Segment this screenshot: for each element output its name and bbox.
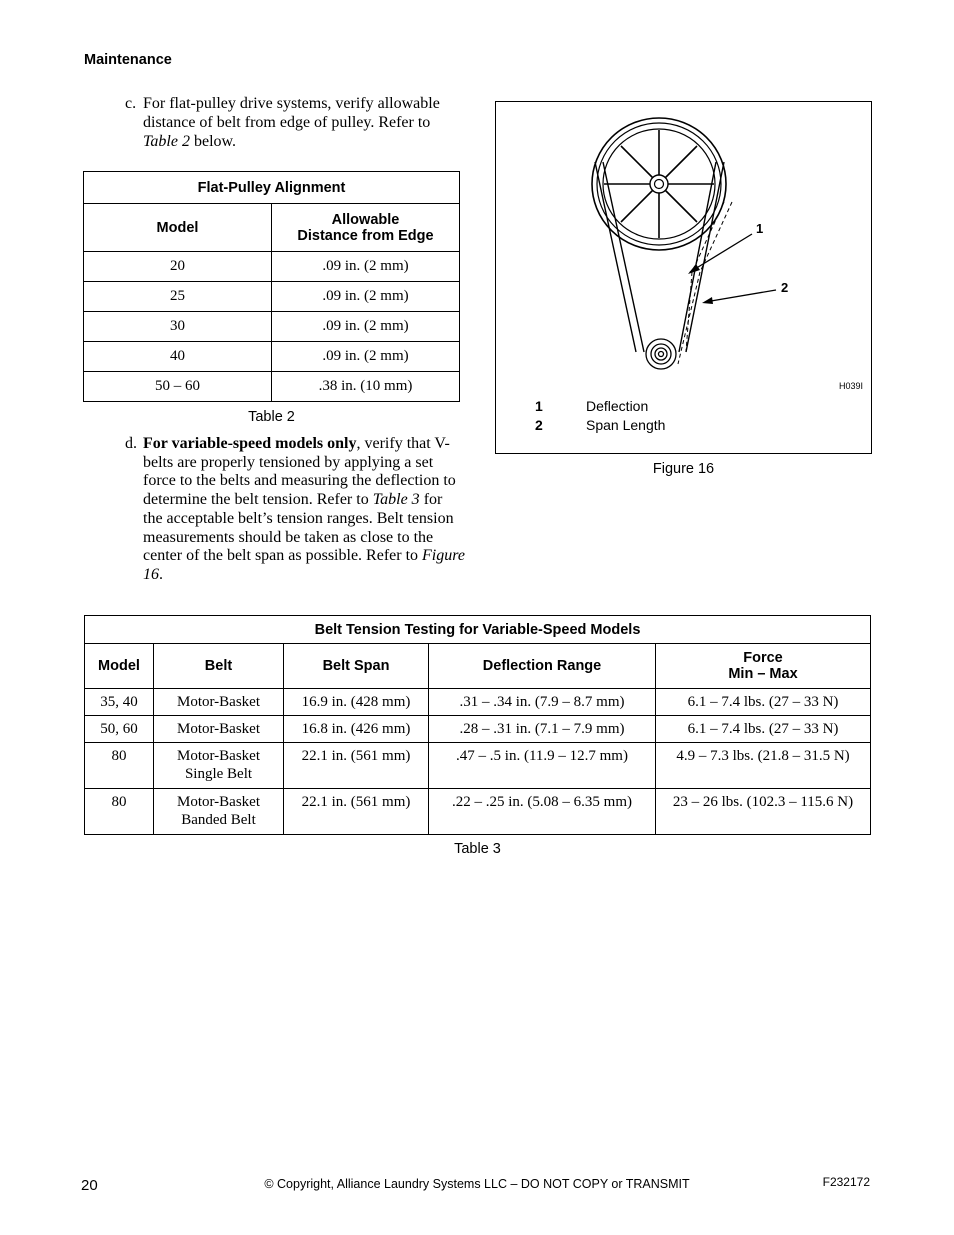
- table3-cell-deflection: .28 – .31 in. (7.1 – 7.9 mm): [429, 716, 656, 743]
- step-d-paragraph: [125, 435, 465, 585]
- deflection-indicator: [678, 202, 732, 364]
- belt-outline: [595, 162, 724, 352]
- table3-cell-model: 50, 60: [85, 716, 154, 743]
- table3-cell-deflection: .22 – .25 in. (5.08 – 6.35 mm): [429, 789, 656, 835]
- step-d-figure-ref: Figure 16: [143, 547, 465, 583]
- table3-header-force-line2: Min – Max: [728, 666, 798, 682]
- legend-label: Deflection: [586, 398, 649, 414]
- legend-number: 1: [535, 398, 543, 414]
- legend-item: [535, 417, 665, 433]
- table-row: [85, 716, 871, 743]
- table3-title: Belt Tension Testing for Variable-Speed Models: [85, 616, 871, 644]
- table3-cell-force: 6.1 – 7.4 lbs. (27 – 33 N): [656, 716, 871, 743]
- figure-16-caption: Figure 16: [652, 461, 715, 477]
- step-c-paragraph: [125, 94, 465, 151]
- table3-header-force-line1: Force: [743, 650, 783, 666]
- page-number: 20: [81, 1177, 98, 1194]
- table3-header-belt: Belt: [154, 644, 284, 689]
- step-d-letter: d.: [125, 435, 137, 452]
- table3-cell-model: 35, 40: [85, 689, 154, 716]
- table-row: [84, 252, 460, 282]
- copyright-notice: © Copyright, Alliance Laundry Systems LLC – DO NOT COPY or TRANSMIT: [264, 1177, 690, 1191]
- callout-1: 1: [756, 221, 764, 236]
- table3-caption: Table 3: [454, 841, 501, 857]
- small-pulley: [646, 339, 676, 369]
- table-row: [85, 743, 871, 789]
- legend-item: [535, 398, 648, 414]
- table2-header-model: Model: [84, 204, 272, 252]
- table3-cell-deflection: .47 – .5 in. (11.9 – 12.7 mm): [429, 743, 656, 789]
- table3-header-model: Model: [85, 644, 154, 689]
- step-d-text-3: .: [159, 565, 163, 583]
- table2-cell-model: 40: [84, 342, 272, 372]
- table3-cell-span: 22.1 in. (561 mm): [284, 743, 429, 789]
- table2-cell-distance: .38 in. (10 mm): [272, 372, 460, 402]
- table-row: [84, 342, 460, 372]
- step-c-text-1: For flat-pulley drive systems, verify allowable distance of belt from edge of pulley. Refer to: [143, 95, 440, 131]
- figure-code: H039I: [838, 381, 863, 391]
- callout-2: 2: [781, 280, 789, 295]
- legend-label: Span Length: [586, 417, 666, 433]
- table2-header-distance: [272, 204, 460, 252]
- table-row: [85, 789, 871, 835]
- table3-cell-model: 80: [85, 789, 154, 835]
- step-d-table-ref: Table 3: [372, 491, 420, 509]
- section-title: Maintenance: [84, 52, 172, 68]
- table3-cell-force: 4.9 – 7.3 lbs. (21.8 – 31.5 N): [656, 743, 871, 789]
- table3-cell-force: 23 – 26 lbs. (102.3 – 115.6 N): [656, 789, 871, 835]
- table2-cell-model: 30: [84, 312, 272, 342]
- belt-tension-table: [84, 615, 871, 835]
- table3-cell-belt: Motor-Basket: [154, 689, 284, 716]
- table3-cell-span: 22.1 in. (561 mm): [284, 789, 429, 835]
- step-c-text-2: below.: [189, 133, 237, 150]
- step-c-table-ref: Table 2: [143, 133, 190, 150]
- flat-pulley-alignment-table: [83, 171, 460, 402]
- table2-title: Flat-Pulley Alignment: [84, 172, 460, 204]
- table2-caption: Table 2: [248, 409, 295, 425]
- table2-cell-distance: .09 in. (2 mm): [272, 342, 460, 372]
- table3-cell-belt: Motor-Basket Banded Belt: [154, 789, 284, 835]
- table3-cell-belt: Motor-Basket Single Belt: [154, 743, 284, 789]
- table2-cell-model: 50 – 60: [84, 372, 272, 402]
- table3-cell-span: 16.8 in. (426 mm): [284, 716, 429, 743]
- step-d-text-2: for the acceptable belt’s tension ranges. Belt tension measurements should be taken as close to the center of the belt span as possible. Refer to: [143, 491, 454, 565]
- step-c-letter: c.: [125, 95, 137, 112]
- belt-pulley-diagram: [496, 102, 871, 402]
- table2-cell-distance: .09 in. (2 mm): [272, 252, 460, 282]
- figure-16-box: [495, 101, 872, 454]
- table2-header-distance-line1: Allowable: [331, 211, 400, 228]
- table3-header-deflection: Deflection Range: [429, 644, 656, 689]
- table3-cell-belt: Motor-Basket: [154, 716, 284, 743]
- document-id: F232172: [822, 1175, 870, 1189]
- table2-cell-model: 20: [84, 252, 272, 282]
- table3-header-span: Belt Span: [284, 644, 429, 689]
- table3-header-force: [656, 644, 871, 689]
- table2-header-distance-line2: Distance from Edge: [297, 227, 434, 244]
- large-pulley: [592, 118, 726, 250]
- table-row: [84, 312, 460, 342]
- table2-cell-distance: .09 in. (2 mm): [272, 312, 460, 342]
- step-d-text-1: , verify that V-belts are properly tensioned by applying a set force to the belts and measuring the deflection to determine the belt tension. Refer to: [143, 435, 456, 509]
- step-d-bold-text: For variable-speed models only: [143, 435, 357, 452]
- table-row: [84, 282, 460, 312]
- legend-number: 2: [535, 417, 543, 433]
- table3-cell-force: 6.1 – 7.4 lbs. (27 – 33 N): [656, 689, 871, 716]
- table3-cell-model: 80: [85, 743, 154, 789]
- table3-cell-span: 16.9 in. (428 mm): [284, 689, 429, 716]
- table3-cell-deflection: .31 – .34 in. (7.9 – 8.7 mm): [429, 689, 656, 716]
- table2-cell-model: 25: [84, 282, 272, 312]
- table2-cell-distance: .09 in. (2 mm): [272, 282, 460, 312]
- table-row: [85, 689, 871, 716]
- table-row: [84, 372, 460, 402]
